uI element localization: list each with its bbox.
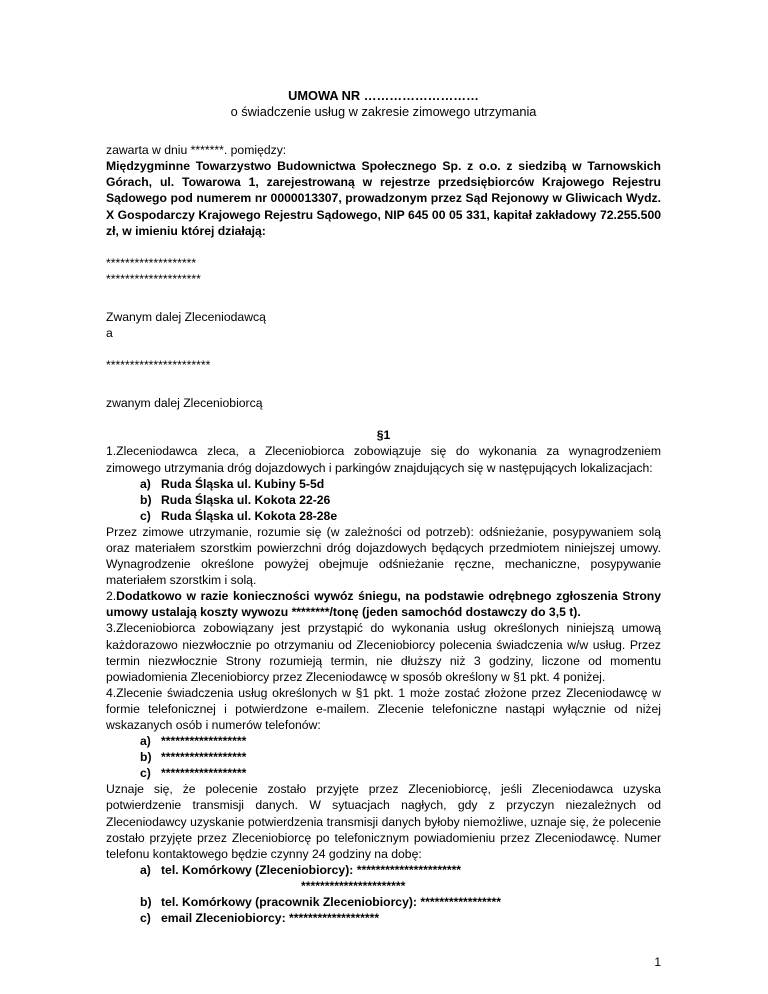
list-item (106, 476, 661, 492)
contract-subtitle: o świadczenie usług w zakresie zimowego utrzymania (230, 104, 537, 120)
locations-list (106, 476, 661, 524)
list-item (106, 910, 661, 926)
page-number: 1 (654, 955, 661, 969)
contact-continuation: ********************** (301, 878, 406, 893)
person-text: ****************** (161, 766, 247, 781)
date-line: zawarta w dniu *******. pomiędzy: (106, 143, 287, 158)
list-marker: a) (140, 862, 151, 877)
section-1-point-4-continued: Uznaje się, że polecenie zostało przyjęte przez Zleceniobiorcę, jeśli Zleceniodawca uzyska potwierdzenie transmisji danych. W sytuacjach nagłych, gdy z przyczyn niezależnych od Zleceniodawcy uzyskanie potwierdzenia transmisji danych byłoby niemożliwe, uznaje się, że polecenie zostało przyjęte przez Zleceniobiorcę po telefonicznym powiadomieniu przez Zleceniodawcę. Numer telefonu kontaktowego będzie czynny 24 godziny na dobę: (106, 782, 661, 861)
list-marker: b) (140, 492, 152, 507)
list-item (106, 894, 661, 910)
list-marker: b) (140, 750, 152, 765)
contractor-label: zwanym dalej Zleceniobiorcą (106, 396, 263, 411)
list-item (106, 492, 661, 508)
person-text: ****************** (161, 750, 247, 765)
list-marker: a) (140, 734, 151, 749)
section-1-point-1: 1.Zleceniodawca zleca, a Zleceniobiorca zobowiązuje się do wykonania za wynagrodzeniem zimowego utrzymania dróg dojazdowych i parkingów znajdujących się w następujących lokalizacjach: (106, 444, 661, 475)
authorized-persons-list (106, 733, 661, 781)
person-text: ****************** (161, 734, 247, 749)
point-2-prefix: 2. (106, 589, 117, 604)
location-text: Ruda Śląska ul. Kokota 28-28e (161, 508, 338, 523)
document-body (106, 80, 661, 926)
location-text: Ruda Śląska ul. Kokota 22-26 (161, 492, 331, 507)
section-1-point-2 (106, 588, 661, 620)
section-1-heading: §1 (376, 428, 391, 443)
location-text: Ruda Śląska ul. Kubiny 5-5d (161, 476, 325, 491)
contacts-list (106, 862, 661, 926)
contract-title: UMOWA NR ……………………… (288, 88, 479, 103)
contact-text: email Zleceniobiorcy: ******************* (161, 911, 380, 926)
section-1-point-4: 4.Zlecenie świadczenia usług określonych w §1 pkt. 1 może zostać złożone przez Zleceniodawcę w formie telefonicznej i potwierdzone e-mailem. Zlecenie telefoniczne nastąpi wyłącznie od niżej wskazanych osób i numerów telefonów: (106, 685, 661, 732)
conjunction-and: a (106, 326, 113, 341)
list-item (106, 765, 661, 781)
list-marker: a) (140, 476, 151, 491)
contractor-placeholder: ********************** (106, 358, 211, 373)
list-marker: b) (140, 895, 152, 910)
list-marker: c) (140, 911, 151, 926)
section-1-point-3: 3.Zleceniobiorca zobowiązany jest przystąpić do wykonania usług określonych niniejszą umową każdorazowo niezwłocznie po otrzymaniu od Zleceniobiorcy polecenia świadczenia w/w usług. Przez termin niezwłocznie Strony rozumieją termin, nie dłuższy niż 3 godziny, liczone od momentu powiadomienia Zleceniobiorcy przez Zleceniodawcę w sposób określony w §1 pkt. 4 poniżej. (106, 621, 661, 684)
list-item (106, 862, 661, 878)
party-description: Międzygminne Towarzystwo Budownictwa Społecznego Sp. z o.o. z siedzibą w Tarnowskich Górach, ul. Towarowa 1, zarejestrowaną w rejestrze przedsiębiorców Krajowego Rejestru Sądowego pod numerem nr 0000013307, prowadzonym przez Sąd Rejonowy w Gliwicach Wydz. X Gospodarczy Krajowego Rejestru Sądowego, NIP 645 00 05 331, kapitał zakładowy 72.255.500 zł, w imieniu której działają: (106, 159, 661, 238)
representative-2: ******************** (106, 271, 201, 286)
representative-1: ******************* (106, 255, 197, 270)
list-marker: c) (140, 766, 151, 781)
section-1-point-1-continued: Przez zimowe utrzymanie, rozumie się (w zależności od potrzeb): odśnieżanie, posypywaniem solą oraz materiałem szorstkim powierzchni dróg dojazdowych będących przedmiotem niniejszej umowy. Wynagrodzenie określone powyżej obejmuje odśnieżanie ręczne, mechaniczne, posypywanie materiałem szorstkim i solą. (106, 524, 661, 588)
list-marker: c) (140, 508, 151, 523)
list-item (106, 508, 661, 524)
ordering-party-label: Zwanym dalej Zleceniodawcą (106, 309, 266, 324)
list-item (106, 749, 661, 765)
list-item (106, 733, 661, 749)
list-item (106, 878, 661, 894)
contact-text: tel. Komórkowy (pracownik Zleceniobiorcy): ***************** (161, 895, 502, 910)
contact-text: tel. Komórkowy (Zleceniobiorcy): ********************** (161, 862, 462, 877)
point-2-bold-text: Dodatkowo w razie konieczności wywóz śniegu, na podstawie odrębnego zgłoszenia Strony umowy ustalają koszty wywozu ********/tonę (jeden samochód dostawczy do 3,5 t). (106, 589, 661, 620)
